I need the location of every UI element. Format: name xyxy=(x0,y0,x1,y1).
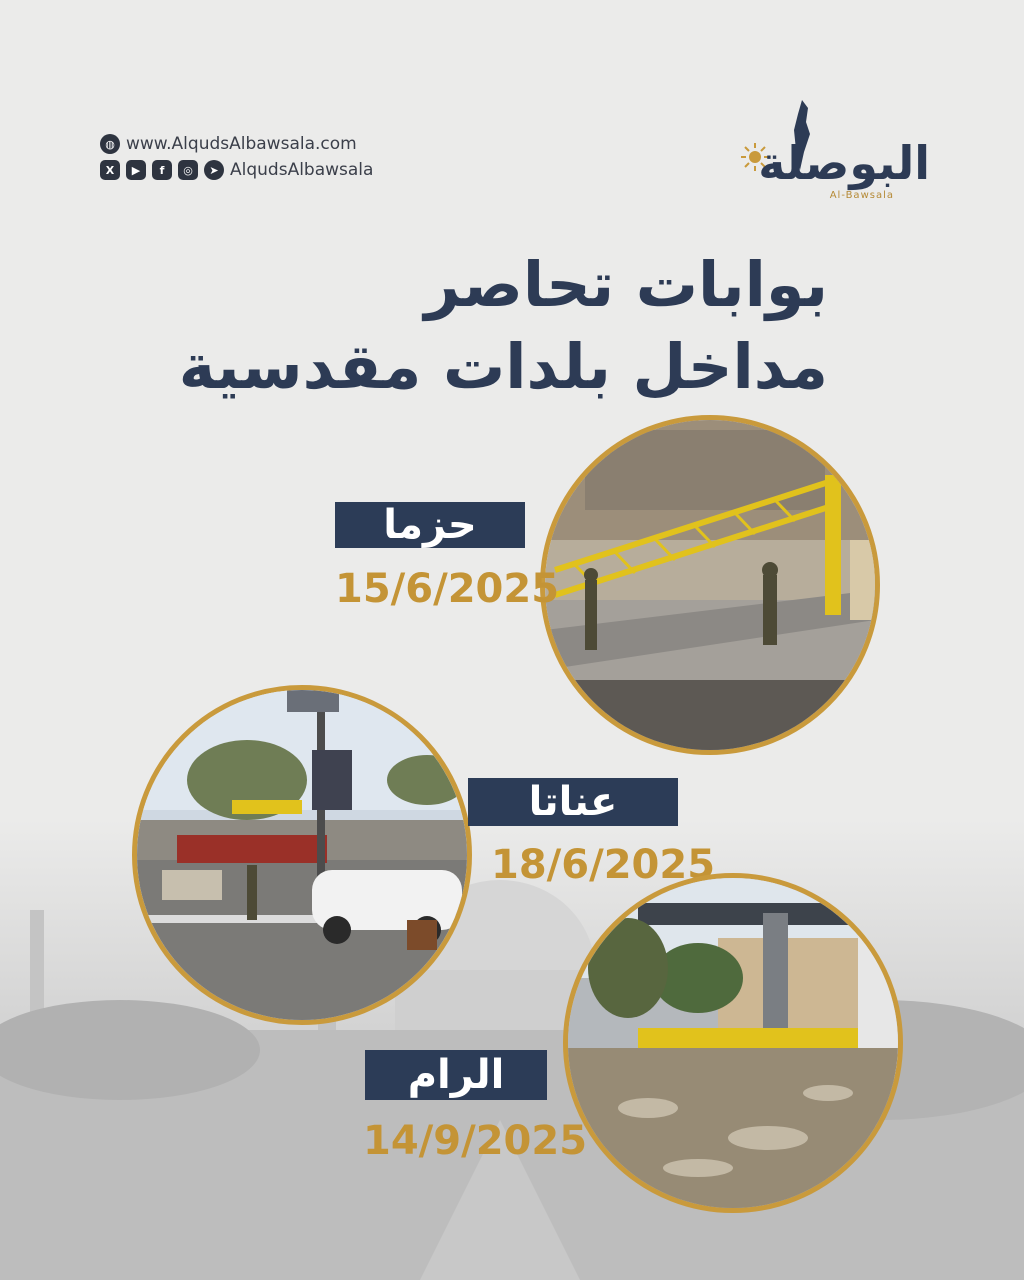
albawsala-logo xyxy=(740,100,930,200)
telegram-icon[interactable]: ➤ xyxy=(204,160,224,180)
photo-hizma xyxy=(540,415,880,755)
photo-al-ram xyxy=(563,873,903,1213)
location-label-anata: عناتا xyxy=(468,778,678,826)
facebook-icon[interactable]: f xyxy=(152,160,172,180)
website-link[interactable]: www.AlqudsAlbawsala.com xyxy=(126,134,357,154)
location-label-hizma: حزما xyxy=(335,502,525,548)
website-row xyxy=(100,134,357,154)
logo-wordmark-ar: البوصلة xyxy=(758,136,930,190)
photo-anata xyxy=(132,685,472,1025)
date-hizma: 15/6/2025 xyxy=(335,566,560,612)
date-anata: 18/6/2025 xyxy=(491,842,716,888)
social-row xyxy=(100,160,373,180)
globe-icon: ◍ xyxy=(100,134,120,154)
title-line-1: بوابات تحاصر xyxy=(424,248,828,321)
instagram-icon[interactable]: ◎ xyxy=(178,160,198,180)
social-handle[interactable]: AlqudsAlbawsala xyxy=(230,160,374,180)
date-al-ram: 14/9/2025 xyxy=(363,1118,588,1164)
title-line-2: مداخل بلدات مقدسية xyxy=(178,330,828,403)
x-icon[interactable]: X xyxy=(100,160,120,180)
logo-wordmark-en: Al-Bawsala xyxy=(829,190,894,201)
location-label-al-ram: الرام xyxy=(365,1050,547,1100)
youtube-icon[interactable]: ▶ xyxy=(126,160,146,180)
